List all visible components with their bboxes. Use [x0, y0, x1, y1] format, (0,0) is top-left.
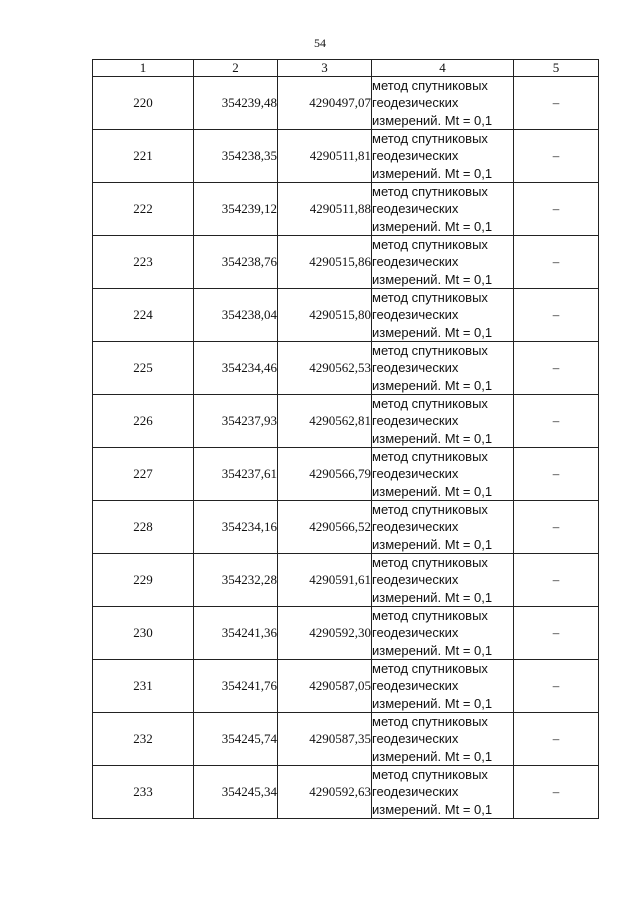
method-text-line: измерений. Mt = 0,1	[372, 324, 493, 340]
method-text-line: геодезических	[372, 731, 459, 747]
note-cell: –	[514, 660, 599, 713]
y-coordinate-cell: 4290592,63	[278, 766, 372, 819]
method-text-line: измерений. Mt = 0,1	[372, 589, 493, 605]
point-number-cell: 225	[93, 342, 194, 395]
method-cell	[372, 395, 514, 448]
table-row	[93, 554, 599, 607]
page-number: 54	[314, 36, 326, 50]
table-row	[93, 501, 599, 554]
method-text-line: измерений. Mt = 0,1	[372, 165, 493, 181]
table-body	[93, 77, 599, 819]
point-number-cell: 223	[93, 236, 194, 289]
table-row	[93, 766, 599, 819]
x-coordinate-cell: 354234,16	[194, 501, 278, 554]
y-coordinate-cell: 4290562,53	[278, 342, 372, 395]
y-coordinate-cell: 4290587,35	[278, 713, 372, 766]
header-col-3: 3	[278, 60, 372, 77]
x-coordinate-cell: 354239,12	[194, 183, 278, 236]
y-coordinate-cell: 4290515,80	[278, 289, 372, 342]
note-cell: –	[514, 183, 599, 236]
x-coordinate-cell: 354241,76	[194, 660, 278, 713]
method-cell	[372, 236, 514, 289]
method-cell	[372, 289, 514, 342]
method-text-line: геодезических	[372, 519, 459, 535]
method-text-line: измерений. Mt = 0,1	[372, 801, 493, 817]
method-cell	[372, 183, 514, 236]
point-number-cell: 221	[93, 130, 194, 183]
method-text-line: метод спутниковых	[372, 343, 488, 359]
header-col-5: 5	[514, 60, 599, 77]
coordinates-table	[92, 59, 599, 819]
method-text-line: измерений. Mt = 0,1	[372, 112, 493, 128]
method-text-line: геодезических	[372, 625, 459, 641]
method-text-line: метод спутниковых	[372, 184, 488, 200]
method-text-line: геодезических	[372, 572, 459, 588]
note-cell: –	[514, 342, 599, 395]
y-coordinate-cell: 4290591,61	[278, 554, 372, 607]
method-text-line: измерений. Mt = 0,1	[372, 218, 493, 234]
y-coordinate-cell: 4290566,52	[278, 501, 372, 554]
point-number-cell: 224	[93, 289, 194, 342]
y-coordinate-cell: 4290497,07	[278, 77, 372, 130]
method-cell	[372, 660, 514, 713]
y-coordinate-cell: 4290515,86	[278, 236, 372, 289]
method-text-line: метод спутниковых	[372, 396, 488, 412]
method-text-line: измерений. Mt = 0,1	[372, 695, 493, 711]
header-col-4: 4	[372, 60, 514, 77]
method-cell	[372, 713, 514, 766]
table-row	[93, 130, 599, 183]
note-cell: –	[514, 607, 599, 660]
note-cell: –	[514, 766, 599, 819]
table-row	[93, 395, 599, 448]
point-number-cell: 222	[93, 183, 194, 236]
x-coordinate-cell: 354238,04	[194, 289, 278, 342]
note-cell: –	[514, 448, 599, 501]
y-coordinate-cell: 4290587,05	[278, 660, 372, 713]
method-text-line: метод спутниковых	[372, 502, 488, 518]
method-text-line: геодезических	[372, 148, 459, 164]
note-cell: –	[514, 501, 599, 554]
note-cell: –	[514, 554, 599, 607]
method-cell	[372, 130, 514, 183]
method-cell	[372, 607, 514, 660]
method-text-line: метод спутниковых	[372, 131, 488, 147]
method-text-line: измерений. Mt = 0,1	[372, 748, 493, 764]
method-text-line: геодезических	[372, 95, 459, 111]
method-cell	[372, 554, 514, 607]
x-coordinate-cell: 354238,35	[194, 130, 278, 183]
table-row	[93, 607, 599, 660]
x-coordinate-cell: 354232,28	[194, 554, 278, 607]
x-coordinate-cell: 354245,74	[194, 713, 278, 766]
method-text-line: геодезических	[372, 466, 459, 482]
x-coordinate-cell: 354245,34	[194, 766, 278, 819]
method-text-line: геодезических	[372, 201, 459, 217]
point-number-cell: 230	[93, 607, 194, 660]
x-coordinate-cell: 354241,36	[194, 607, 278, 660]
method-text-line: метод спутниковых	[372, 290, 488, 306]
method-cell	[372, 342, 514, 395]
x-coordinate-cell: 354237,61	[194, 448, 278, 501]
header-col-2: 2	[194, 60, 278, 77]
method-cell	[372, 766, 514, 819]
table-row	[93, 660, 599, 713]
y-coordinate-cell: 4290511,81	[278, 130, 372, 183]
method-text-line: метод спутниковых	[372, 767, 488, 783]
x-coordinate-cell: 354237,93	[194, 395, 278, 448]
method-text-line: измерений. Mt = 0,1	[372, 430, 493, 446]
point-number-cell: 226	[93, 395, 194, 448]
point-number-cell: 231	[93, 660, 194, 713]
header-col-1: 1	[93, 60, 194, 77]
method-text-line: измерений. Mt = 0,1	[372, 271, 493, 287]
method-text-line: геодезических	[372, 254, 459, 270]
method-text-line: измерений. Mt = 0,1	[372, 377, 493, 393]
note-cell: –	[514, 77, 599, 130]
method-text-line: метод спутниковых	[372, 78, 488, 94]
table-row	[93, 236, 599, 289]
method-text-line: геодезических	[372, 360, 459, 376]
y-coordinate-cell: 4290566,79	[278, 448, 372, 501]
method-text-line: геодезических	[372, 307, 459, 323]
note-cell: –	[514, 236, 599, 289]
method-text-line: измерений. Mt = 0,1	[372, 536, 493, 552]
point-number-cell: 232	[93, 713, 194, 766]
note-cell: –	[514, 130, 599, 183]
table-row	[93, 289, 599, 342]
point-number-cell: 227	[93, 448, 194, 501]
point-number-cell: 220	[93, 77, 194, 130]
method-text-line: измерений. Mt = 0,1	[372, 483, 493, 499]
method-text-line: метод спутниковых	[372, 555, 488, 571]
method-cell	[372, 448, 514, 501]
point-number-cell: 228	[93, 501, 194, 554]
x-coordinate-cell: 354238,76	[194, 236, 278, 289]
x-coordinate-cell: 354234,46	[194, 342, 278, 395]
point-number-cell: 229	[93, 554, 194, 607]
method-text-line: геодезических	[372, 678, 459, 694]
y-coordinate-cell: 4290592,30	[278, 607, 372, 660]
table-row	[93, 183, 599, 236]
method-text-line: метод спутниковых	[372, 714, 488, 730]
x-coordinate-cell: 354239,48	[194, 77, 278, 130]
table-row	[93, 77, 599, 130]
method-cell	[372, 501, 514, 554]
note-cell: –	[514, 713, 599, 766]
table-row	[93, 342, 599, 395]
method-text-line: геодезических	[372, 784, 459, 800]
table-row	[93, 448, 599, 501]
method-text-line: метод спутниковых	[372, 237, 488, 253]
note-cell: –	[514, 289, 599, 342]
header-row	[93, 60, 599, 77]
method-text-line: метод спутниковых	[372, 608, 488, 624]
method-text-line: метод спутниковых	[372, 661, 488, 677]
y-coordinate-cell: 4290511,88	[278, 183, 372, 236]
table-row	[93, 713, 599, 766]
method-text-line: геодезических	[372, 413, 459, 429]
method-text-line: измерений. Mt = 0,1	[372, 642, 493, 658]
method-cell	[372, 77, 514, 130]
y-coordinate-cell: 4290562,81	[278, 395, 372, 448]
point-number-cell: 233	[93, 766, 194, 819]
method-text-line: метод спутниковых	[372, 449, 488, 465]
note-cell: –	[514, 395, 599, 448]
